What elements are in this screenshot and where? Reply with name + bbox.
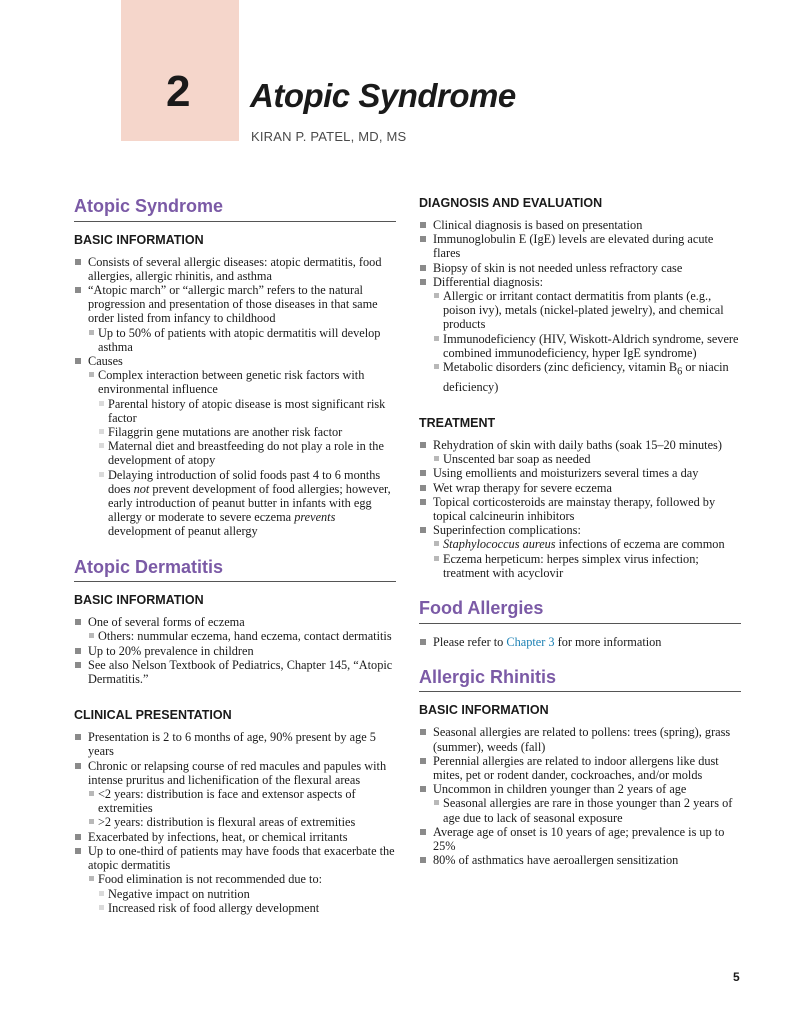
subheading-basic-information: BASIC INFORMATION xyxy=(419,703,549,718)
chapter-author: KIRAN P. PATEL, MD, MS xyxy=(251,129,407,144)
list-item: 80% of asthmatics have aeroallergen sensitization xyxy=(419,853,741,867)
section-title-atopic-dermatitis: Atopic Dermatitis xyxy=(74,557,396,583)
bullet-list xyxy=(419,635,741,649)
list-item: Chronic or relapsing course of red macules and papules with intense pruritus and lichenification of the flexural areas <2 years: distribution is face and extensor aspects of extremities >2 years: distribution is flexural areas of extremities xyxy=(74,759,396,830)
list-item: See also Nelson Textbook of Pediatrics, Chapter 145, “Atopic Dermatitis.” xyxy=(74,658,396,686)
list-item: Staphylococcus aureus infections of eczema are common xyxy=(433,537,741,551)
list-item: One of several forms of eczema Others: nummular eczema, hand eczema, contact dermatitis xyxy=(74,615,396,643)
section-title-allergic-rhinitis: Allergic Rhinitis xyxy=(419,667,741,693)
list-item: Using emollients and moisturizers several times a day xyxy=(419,466,741,480)
list-item: Presentation is 2 to 6 months of age, 90% present by age 5 years xyxy=(74,730,396,758)
list-item: Clinical diagnosis is based on presentation xyxy=(419,218,741,232)
list-item: Consists of several allergic diseases: atopic dermatitis, food allergies, allergic rhinitis, and asthma xyxy=(74,255,396,283)
list-item: Up to 20% prevalence in children xyxy=(74,644,396,658)
list-item: Increased risk of food allergy development xyxy=(98,901,396,915)
list-item: <2 years: distribution is face and extensor aspects of extremities xyxy=(88,787,396,815)
left-column xyxy=(74,196,396,915)
bullet-list xyxy=(419,218,741,394)
list-item: Immunodeficiency (HIV, Wiskott-Aldrich syndrome, severe combined immunodeficiency, hyper IgE syndrome) xyxy=(433,332,741,360)
list-item: Wet wrap therapy for severe eczema xyxy=(419,481,741,495)
list-item: Up to 50% of patients with atopic dermatitis will develop asthma xyxy=(88,326,396,354)
list-item: Delaying introduction of solid foods past 4 to 6 months does not prevent development of food allergies; however, early introduction of peanut butter in infants with egg allergy or moderate to severe eczema prevents development of peanut allergy xyxy=(98,468,396,539)
list-item: Causes Complex interaction between genetic risk factors with environmental influence Parental history of atopic disease is most significant risk factor Filaggrin gene mutations are another risk factor Maternal diet and breastfeeding do not play a role in the development of atopy Delaying introduction of solid foods past 4 to 6 months does not prevent development of food allergies; however, early introduction of peanut butter in infants with egg allergy or moderate to severe eczema prevents development of peanut allergy xyxy=(74,354,396,539)
list-item: Seasonal allergies are rare in those younger than 2 years of age due to lack of seasonal exposure xyxy=(433,796,741,824)
list-item: Exacerbated by infections, heat, or chemical irritants xyxy=(74,830,396,844)
bullet-list xyxy=(74,615,396,686)
list-item: Eczema herpeticum: herpes simplex virus infection; treatment with acyclovir xyxy=(433,552,741,580)
list-item: Topical corticosteroids are mainstay therapy, followed by topical calcineurin inhibitors xyxy=(419,495,741,523)
list-item: Up to one-third of patients may have foods that exacerbate the atopic dermatitis Food elimination is not recommended due to: Negative impact on nutrition Increased risk of food allergy development xyxy=(74,844,396,915)
list-item: Negative impact on nutrition xyxy=(98,887,396,901)
section-title-atopic-syndrome: Atopic Syndrome xyxy=(74,196,396,222)
list-item: Complex interaction between genetic risk factors with environmental influence Parental history of atopic disease is most significant risk factor Filaggrin gene mutations are another risk factor Maternal diet and breastfeeding do not play a role in the development of atopy Delaying introduction of solid foods past 4 to 6 months does not prevent development of food allergies; however, early introduction of peanut butter in infants with egg allergy or moderate to severe eczema prevents development of peanut allergy xyxy=(88,368,396,538)
list-item: Average age of onset is 10 years of age; prevalence is up to 25% xyxy=(419,825,741,853)
list-item: “Atopic march” or “allergic march” refers to the natural progression and presentation of those diseases in that same order listed from infancy to childhood Up to 50% of patients with atopic dermatitis will develop asthma xyxy=(74,283,396,354)
subheading-treatment: TREATMENT xyxy=(419,415,496,430)
list-item: Immunoglobulin E (IgE) levels are elevated during acute flares xyxy=(419,232,741,260)
list-item: Metabolic disorders (zinc deficiency, vitamin $B_6$ or niacin deficiency) xyxy=(433,360,741,394)
list-item: Rehydration of skin with daily baths (soak 15–20 minutes) Unscented bar soap as needed xyxy=(419,438,741,466)
list-item: Please refer to Chapter 3 for more information xyxy=(419,635,741,649)
list-item: Superinfection complications: Staphylococcus aureus infections of eczema are common Eczema herpeticum: herpes simplex virus infection; treatment with acyclovir xyxy=(419,523,741,580)
page-number: 5 xyxy=(733,970,740,984)
list-item: Perennial allergies are related to indoor allergens like dust mites, pet or rodent dander, cockroaches, and/or molds xyxy=(419,754,741,782)
section-title-food-allergies: Food Allergies xyxy=(419,598,741,624)
list-item: Differential diagnosis: Allergic or irritant contact dermatitis from plants (e.g., poison ivy), metals (nickel-plated jewelry), and chemical products Immunodeficiency (HIV, Wiskott-Aldrich syndrome, severe combined immunodeficiency, hyper IgE syndrome) Metabolic disorders (zinc deficiency, vitamin $B_6$ or niacin deficiency) xyxy=(419,275,741,394)
bullet-list xyxy=(419,725,741,867)
right-column xyxy=(419,196,741,867)
list-item: Food elimination is not recommended due to: Negative impact on nutrition Increased risk of food allergy development xyxy=(88,872,396,915)
bullet-list xyxy=(74,730,396,915)
chapter-number: 2 xyxy=(166,67,191,116)
list-item: Maternal diet and breastfeeding do not play a role in the development of atopy xyxy=(98,439,396,467)
list-item: Biopsy of skin is not needed unless refractory case xyxy=(419,261,741,275)
list-item: Filaggrin gene mutations are another risk factor xyxy=(98,425,396,439)
chapter-title: Atopic Syndrome xyxy=(250,77,516,114)
list-item: Parental history of atopic disease is most significant risk factor xyxy=(98,397,396,425)
list-item: Allergic or irritant contact dermatitis from plants (e.g., poison ivy), metals (nickel-plated jewelry), and chemical products xyxy=(433,289,741,332)
list-item: Unscented bar soap as needed xyxy=(433,452,741,466)
subheading-basic-information: BASIC INFORMATION xyxy=(74,232,204,247)
subheading-clinical-presentation: CLINICAL PRESENTATION xyxy=(74,708,232,723)
list-item: Others: nummular eczema, hand eczema, contact dermatitis xyxy=(88,629,396,643)
chapter-3-link[interactable]: Chapter 3 xyxy=(506,634,555,649)
bullet-list xyxy=(74,255,396,539)
list-item: Uncommon in children younger than 2 years of age Seasonal allergies are rare in those younger than 2 years of age due to lack of seasonal exposure xyxy=(419,782,741,825)
bullet-list xyxy=(419,438,741,580)
list-item: >2 years: distribution is flexural areas of extremities xyxy=(88,815,396,829)
list-item: Seasonal allergies are related to pollens: trees (spring), grass (summer), weeds (fall) xyxy=(419,725,741,753)
subheading-diagnosis-evaluation: DIAGNOSIS AND EVALUATION xyxy=(419,196,603,210)
subheading-basic-information: BASIC INFORMATION xyxy=(74,593,204,608)
